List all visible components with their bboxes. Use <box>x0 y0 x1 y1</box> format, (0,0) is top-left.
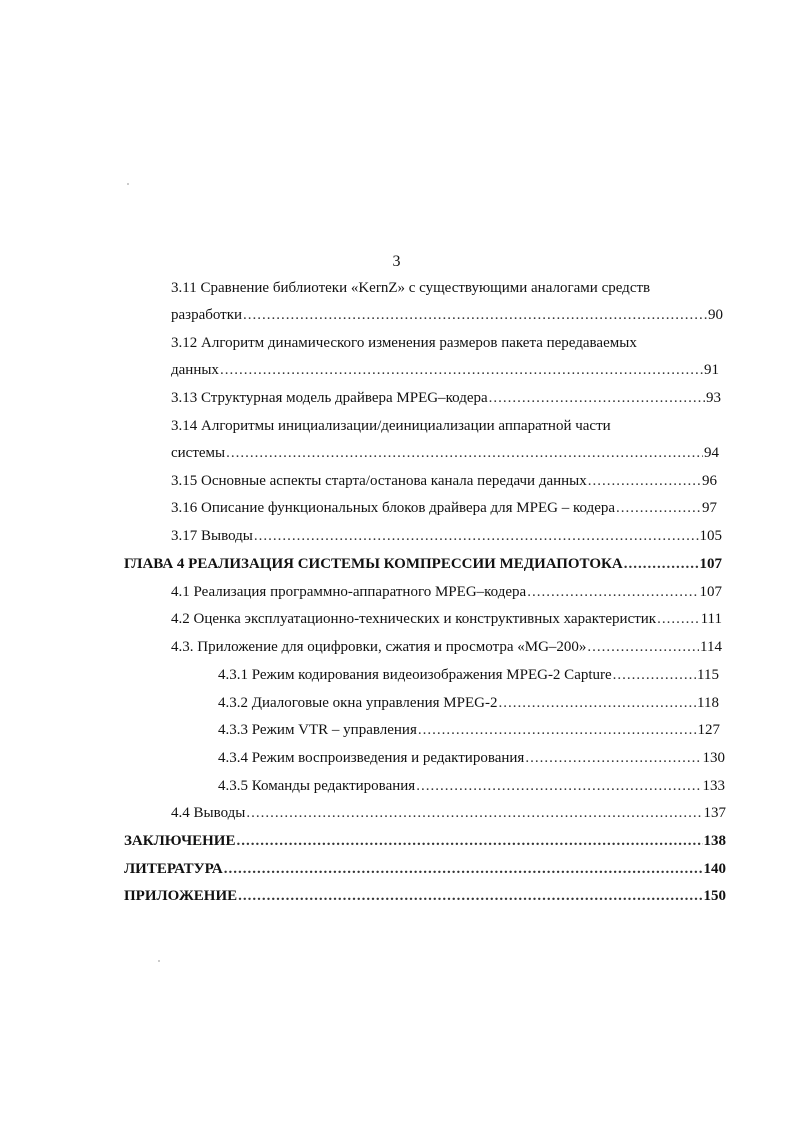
toc-page: 115 <box>697 667 719 683</box>
toc-title: данных <box>171 362 219 378</box>
toc-leader <box>220 361 703 379</box>
toc-entry-4-3[interactable] <box>171 638 722 656</box>
toc-page: 150 <box>703 888 726 904</box>
toc-title: 4.3.2 Диалоговые окна управления MPEG-2 <box>218 695 498 711</box>
toc-page: 140 <box>703 861 726 877</box>
toc-page: 138 <box>703 833 726 849</box>
toc-entry-3-15[interactable] <box>171 472 717 490</box>
toc-leader <box>418 721 697 739</box>
toc-page: 114 <box>700 639 722 655</box>
toc-leader <box>613 666 696 684</box>
toc-leader <box>236 832 702 850</box>
toc-entry-4-3-1[interactable] <box>218 666 719 684</box>
toc-leader <box>226 444 703 462</box>
toc-leader <box>657 610 700 628</box>
toc-title: 3.17 Выводы <box>171 528 253 544</box>
toc-leader <box>224 860 703 878</box>
toc-leader <box>416 777 701 795</box>
toc-page: 97 <box>702 500 717 516</box>
toc-leader <box>246 804 702 822</box>
toc-entry-literature[interactable] <box>124 860 726 878</box>
toc-title: 4.2 Оценка эксплуатационно-технических и конструктивных характеристик <box>171 611 657 627</box>
toc-title: 4.3. Приложение для оцифровки, сжатия и просмотра «MG–200» <box>171 639 587 655</box>
toc-leader <box>525 749 701 767</box>
toc-leader <box>243 306 707 324</box>
toc-entry-appendix[interactable] <box>124 887 726 905</box>
toc-entry-3-14-line1: 3.14 Алгоритмы инициализации/деинициализации аппаратной части <box>171 418 611 434</box>
toc-page: 93 <box>706 390 721 406</box>
toc-entry-chapter-4[interactable] <box>124 555 722 573</box>
scan-speck <box>127 183 129 185</box>
toc-page: 91 <box>704 362 719 378</box>
toc-page: 107 <box>699 584 722 600</box>
toc-title: 3.16 Описание функциональных блоков драйвера для MPEG – кодера <box>171 500 616 516</box>
scan-speck <box>158 960 160 962</box>
toc-entry-3-11-line1: 3.11 Сравнение библиотеки «KernZ» с существующими аналогами средств <box>171 280 651 296</box>
toc-entry-3-17[interactable] <box>171 527 722 545</box>
toc-title: 3.13 Структурная модель драйвера MPEG–кодера <box>171 390 488 406</box>
toc-title: ПРИЛОЖЕНИЕ <box>124 888 238 904</box>
toc-title: системы <box>171 445 226 461</box>
toc-entry-3-13[interactable] <box>171 389 721 407</box>
toc-leader <box>254 527 699 545</box>
page-number: 3 <box>392 253 401 270</box>
toc-entry-4-3-5[interactable] <box>218 777 725 795</box>
toc-leader <box>624 555 699 573</box>
toc-title: ЛИТЕРАТУРА <box>124 861 223 877</box>
toc-entry-3-16[interactable] <box>171 499 717 517</box>
toc-leader <box>587 638 699 656</box>
toc-entry-3-11[interactable] <box>171 306 723 324</box>
toc-entry-4-4[interactable] <box>171 804 726 822</box>
toc-entry-4-3-2[interactable] <box>218 694 719 712</box>
toc-page: 105 <box>699 528 722 544</box>
toc-entry-3-12[interactable] <box>171 361 719 379</box>
toc-title: 4.1 Реализация программно-аппаратного MPEG–кодера <box>171 584 527 600</box>
toc-page: 90 <box>708 307 723 323</box>
toc-page: 118 <box>697 695 719 711</box>
toc-entry-3-12-line1: 3.12 Алгоритм динамического изменения размеров пакета передаваемых <box>171 335 637 351</box>
toc-leader <box>527 583 698 601</box>
toc-title: 3.15 Основные аспекты старта/останова канала передачи данных <box>171 473 587 489</box>
toc-page: 107 <box>699 556 722 572</box>
toc-title: разработки <box>171 307 243 323</box>
toc-page: 94 <box>704 445 719 461</box>
toc-title: 4.3.5 Команды редактирования <box>218 778 416 794</box>
toc-leader <box>238 887 702 905</box>
toc-entry-4-3-4[interactable] <box>218 749 725 767</box>
toc-entry-conclusion[interactable] <box>124 832 726 850</box>
toc-entry-4-2[interactable] <box>171 610 722 628</box>
toc-page: 96 <box>702 473 717 489</box>
toc-title: 4.3.1 Режим кодирования видеоизображения MPEG-2 Capture <box>218 667 612 683</box>
toc-title: ГЛАВА 4 РЕАЛИЗАЦИЯ СИСТЕМЫ КОМПРЕССИИ МЕДИАПОТОКА <box>124 556 623 572</box>
toc-entry-4-1[interactable] <box>171 583 722 601</box>
toc-leader <box>489 389 705 407</box>
toc-page: 130 <box>702 750 725 766</box>
toc-leader <box>498 694 696 712</box>
toc-page: 127 <box>697 722 720 738</box>
toc-entry-3-14[interactable] <box>171 444 719 462</box>
toc-title: 4.3.4 Режим воспроизведения и редактирования <box>218 750 525 766</box>
toc-title: 4.3.3 Режим VTR – управления <box>218 722 417 738</box>
toc-leader <box>588 472 701 490</box>
toc-title: ЗАКЛЮЧЕНИЕ <box>124 833 236 849</box>
toc-page: 111 <box>700 611 722 627</box>
toc-page: 137 <box>703 805 726 821</box>
toc-leader <box>616 499 701 517</box>
toc-page: 133 <box>702 778 725 794</box>
toc-entry-4-3-3[interactable] <box>218 721 720 739</box>
toc-title: 4.4 Выводы <box>171 805 246 821</box>
